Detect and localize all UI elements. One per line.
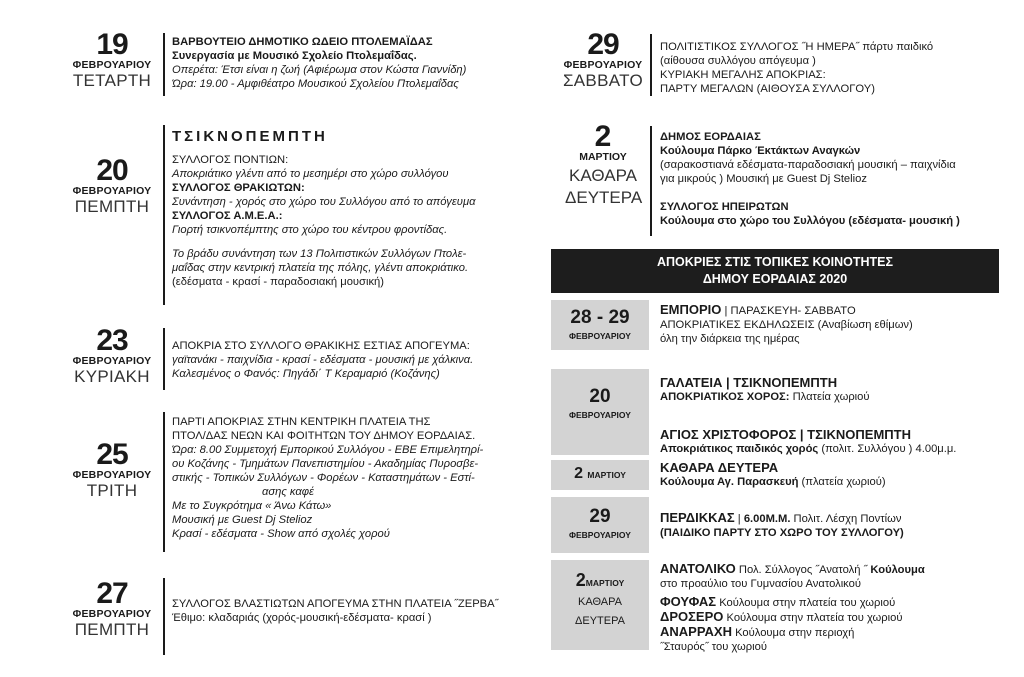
local-date-box-2 (551, 369, 649, 455)
event-text: (πλατεία χωριού) (798, 476, 886, 488)
date-month: ΦΕΒΡΟΥΑΡΙΟΥ (563, 59, 643, 71)
event-line-part: Κούλουμα στο χώρο του Συλλόγου (εδέσματα- μουσική ) (660, 215, 960, 227)
divider-line (163, 328, 165, 390)
date-weekday: ΣΑΒΒΑΤΟ (562, 71, 643, 90)
event-line: μαΐδας στην κεντρική πλατεία της πόλης, γλέντι αποκριάτικο. (172, 262, 469, 274)
local-date-box-3 (551, 460, 649, 490)
village-name: ΓΑΛΑΤΕΙΑ | ΤΣΙΚΝΟΠΕΜΠΤΗ (660, 375, 838, 390)
event-spacer (172, 237, 475, 247)
local-event-agios-christoforos (660, 428, 956, 456)
date-month: ΦΕΒΡΟΥΑΡΙΟΥ (72, 59, 152, 71)
village-name: ΑΓΙΟΣ ΧΡΙΣΤΟΦΟΡΟΣ | ΤΣΙΚΝΟΠΕΜΠΤΗ (660, 427, 911, 442)
event-line: ΠΑΡΤΥ ΜΕΓΑΛΩΝ (ΑΙΘΟΥΣΑ ΣΥΛΛΟΓΟΥ) (660, 83, 875, 95)
date-month: ΦΕΒΡΟΥΑΡΙΟΥ (72, 355, 152, 367)
local-event-agia-paraskevi (660, 461, 886, 489)
section-title: ΤΣΙΚΝΟΠΕΜΠΤΗ (172, 128, 328, 145)
divider-line (163, 412, 165, 552)
event-block-23 (172, 339, 473, 381)
local-event-galateia (660, 376, 870, 404)
box-day: 29 (589, 506, 611, 527)
event-line: Έθιμο: κλαδαριάς (χορός-μουσική-εδέσματα- κρασί ) (172, 612, 432, 624)
event-text: (Αναβίωση εθίμων) (814, 319, 913, 331)
date-weekday: ΠΕΜΠΤΗ (74, 197, 150, 216)
event-line: ΠΑΡΤΙ ΑΠΟΚΡΙΑΣ ΣΤΗΝ ΚΕΝΤΡΙΚΗ ΠΛΑΤΕΙΑ ΤΗΣ (172, 416, 431, 428)
divider-line (163, 125, 165, 305)
event-block-25 (172, 415, 483, 541)
local-event-anatoliko (660, 562, 925, 654)
event-line: γαϊτανάκι - παιχνίδια - κρασί - εδέσματα - μουσική με χάλκινα. (172, 354, 474, 366)
local-event-perdikkas (660, 511, 904, 540)
event-line: στικής - Τοπικών Συλλόγων - Φορέων - Καταστημάτων - Εστί- (172, 472, 475, 484)
date-block-19 (57, 28, 167, 90)
event-text: Πλατεία χωριού (789, 391, 870, 403)
local-event-emporio (660, 303, 913, 346)
banner-line: ΑΠΟΚΡΙΕΣ ΣΤΙΣ ΤΟΠΙΚΕΣ ΚΟΙΝΟΤΗΤΕΣ (656, 255, 894, 269)
event-line: ΠΤΟΛ/ΔΑΣ ΝΕΩΝ ΚΑΙ ΦΟΙΤΗΤΩΝ ΤΟΥ ΔΗΜΟΥ ΕΟΡΔΑΙΑΣ. (172, 430, 476, 442)
event-text: Κούλουμα στην περιοχή (732, 627, 855, 639)
date-day: 20 (96, 154, 128, 187)
box-weekday: ΔΕΥΤΕΡΑ (575, 615, 625, 627)
event-line: Συνεργασία με Μουσικό Σχολείο Πτολεμαΐδας. (172, 50, 417, 62)
event-text: ΑΠΟΚΡΙΑΤΙΚΟΣ ΧΟΡΟΣ: (660, 391, 790, 403)
local-communities-banner (551, 249, 999, 293)
village-name: ΑΝΑΡΡΑΧΗ (660, 624, 732, 639)
date-block-2-march (548, 120, 658, 209)
event-text: Πολ. Σύλλογος ˝Ανατολή ˝ (735, 564, 871, 576)
date-day: 29 (587, 28, 619, 61)
event-text: (ΠΑΙΔΙΚΟ ΠΑΡΤΥ ΣΤΟ ΧΩΡΟ ΤΟΥ ΣΥΛΛΟΓΟΥ) (660, 527, 904, 539)
date-block-23 (57, 324, 167, 386)
date-block-27 (57, 577, 167, 639)
event-block-29 (660, 40, 933, 96)
box-month: ΜΑΡΤΙΟΥ (587, 470, 626, 480)
divider-line (650, 34, 652, 96)
divider-line (163, 33, 165, 96)
event-block-27 (172, 597, 498, 625)
date-weekday: ΤΡΙΤΗ (86, 481, 138, 500)
event-line: Συνάντηση - χορός στο χώρο του Συλλόγου από το απόγευμα (172, 196, 476, 208)
event-line: ΠΟΛΙΤΙΣΤΙΚΟΣ ΣΥΛΛΟΓΟΣ ˝Η ΗΜΕΡΑ˝ πάρτυ παιδικό (660, 41, 934, 53)
village-name: ΠΕΡΔΙΚΚΑΣ (660, 510, 735, 525)
village-name: ΑΝΑΤΟΛΙΚΟ (660, 561, 736, 576)
event-text: 6.00Μ.Μ. (743, 513, 791, 525)
event-text: ΑΠΟΚΡΙΑΤΙΚΕΣ ΕΚΔΗΛΩΣΕΙΣ (660, 319, 815, 331)
local-date-box-1 (551, 300, 649, 350)
event-line: (σαρακοστιανά εδέσματα-παραδοσιακή μουσική – παιχνίδια (660, 159, 956, 171)
event-text: Κούλουμα στην πλατεία του χωριού (723, 612, 903, 624)
date-day: 25 (96, 438, 128, 471)
box-month: ΜΑΡΤΙΟΥ (585, 578, 625, 588)
event-line: Οπερέτα: Έτσι είναι η ζωή (Αφιέρωμα στον Κώστα Γιαννίδη) (172, 64, 467, 76)
date-weekday: ΚΑΘΑΡΑ ΔΕΥΤΕΡΑ (565, 166, 643, 207)
event-line: Γιορτή τσικνοπέμπτης στο χώρο του κέντρου φροντίδας. (172, 224, 448, 236)
date-block-20 (57, 154, 167, 216)
event-text: | (734, 513, 744, 525)
event-line: Καλεσμένος ο Φανός: Πηγάδι΄ Τ Κεραμαριό (Κοζάνης) (172, 368, 440, 380)
event-text: Κούλουμα στην πλατεία του χωριού (716, 597, 896, 609)
event-line: Κρασί - εδέσματα - Show από σχολές χορού (172, 528, 390, 540)
event-line: Το βράδυ συνάντηση των 13 Πολιτιστικών Συλλόγων Πτολε- (172, 248, 467, 260)
village-name: ΕΜΠΟΡΙΟ (660, 302, 722, 317)
event-text: Κούλουμα Αγ. Παρασκευή (660, 476, 799, 488)
event-line: για μικρούς ) Μουσική με Guest Dj Stelioz (660, 173, 867, 185)
box-month: ΦΕΒΡΟΥΑΡΙΟΥ (569, 530, 631, 540)
event-line: ΣΥΛΛΟΓΟΣ Α.Μ.Ε.Α.: (172, 210, 283, 222)
date-weekday: ΤΕΤΑΡΤΗ (72, 71, 152, 90)
divider-line (163, 578, 165, 655)
box-month: ΦΕΒΡΟΥΑΡΙΟΥ (569, 331, 631, 341)
event-line: ΔΗΜΟΣ ΕΟΡΔΑΙΑΣ (660, 131, 761, 143)
event-line: ΒΑΡΒΟΥΤΕΙΟ ΔΗΜΟΤΙΚΟ ΩΔΕΙΟ ΠΤΟΛΕΜΑΪΔΑΣ (172, 36, 433, 48)
date-weekday: ΠΕΜΠΤΗ (74, 620, 150, 639)
box-month: ΦΕΒΡΟΥΑΡΙΟΥ (569, 410, 631, 420)
event-line: (αίθουσα συλλόγου απόγευμα ) (660, 55, 816, 67)
date-day: 23 (96, 324, 128, 357)
event-line: ΣΥΛΛΟΓΟΣ ΒΛΑΣΤΙΩΤΩΝ ΑΠΟΓΕΥΜΑ ΣΤΗΝ ΠΛΑΤΕΙΑ ˝ΖΕΡΒΑ˝ (172, 598, 499, 610)
date-day: 2 (594, 120, 612, 153)
local-date-box-4 (551, 497, 649, 553)
box-day: 2 (574, 465, 583, 482)
event-line: Ώρα: 8.00 Συμμετοχή Εμπορικού Συλλόγου - ΕΒΕ Επιμελητηρί- (172, 444, 484, 456)
date-month: ΦΕΒΡΟΥΑΡΙΟΥ (72, 469, 152, 481)
event-text: | ΠΑΡΑΣΚΕΥΗ- ΣΑΒΒΑΤΟ (721, 305, 856, 317)
event-line: (εδέσματα - κρασί - παραδοσιακή μουσική) (172, 276, 384, 288)
date-day: 27 (96, 577, 128, 610)
date-day: 19 (96, 28, 128, 61)
event-text: στο προαύλιο του Γυμνασίου Ανατολικού (660, 578, 861, 590)
event-text: Αποκριάτικος παιδικός χορός (660, 443, 819, 455)
date-weekday: ΚΥΡΙΑΚΗ (74, 367, 150, 386)
event-line (660, 214, 960, 228)
event-line: Με το Συγκρότημα « Άνω Κάτω» (172, 500, 332, 512)
event-line: ασης καφέ (262, 486, 314, 498)
event-spacer (660, 186, 960, 200)
box-day: 28 - 29 (570, 307, 630, 328)
event-text: Πολιτ. Λέσχη Ποντίων (790, 513, 902, 525)
event-text: ˝Σταυρός˝ του χωριού (660, 641, 767, 653)
box-day: 2 (575, 570, 586, 590)
event-block-20 (172, 128, 475, 289)
event-line: Αποκριάτικο γλέντι από το μεσημέρι στο χώρο συλλόγου (172, 168, 449, 180)
event-line: ΑΠΟΚΡΙΑ ΣΤΟ ΣΥΛΛΟΓΟ ΘΡΑΚΙΚΗΣ ΕΣΤΙΑΣ ΑΠΟΓΕΥΜΑ: (172, 340, 470, 352)
event-line: ΚΥΡΙΑΚΗ ΜΕΓΑΛΗΣ ΑΠΟΚΡΙΑΣ: (660, 69, 826, 81)
date-block-29 (548, 28, 658, 90)
event-line: Μουσική με Guest Dj Stelioz (172, 514, 313, 526)
date-month: ΦΕΒΡΟΥΑΡΙΟΥ (72, 185, 152, 197)
event-line: ΣΥΛΛΟΓΟΣ ΠΟΝΤΙΩΝ: (172, 154, 289, 166)
date-month: ΜΑΡΤΙΟΥ (579, 151, 627, 163)
village-name: ΔΡΟΣΕΡΟ (660, 609, 724, 624)
event-block-2-march (660, 130, 960, 228)
event-text: Κούλουμα (870, 564, 925, 576)
village-name: ΦΟΥΦΑΣ (660, 594, 717, 609)
event-text: (πολιτ. Συλλόγου ) 4.00μ.μ. (818, 443, 957, 455)
event-line: ΣΥΛΛΟΓΟΣ ΗΠΕΙΡΩΤΩΝ (660, 201, 789, 213)
event-text: όλη την διάρκεια της ημέρας (660, 333, 800, 345)
event-line: ου Κοζάνης - Τμημάτων Πανεπιστημίου - Ακαδημίας Πυροσβε- (172, 458, 479, 470)
event-block-19 (172, 35, 466, 91)
event-line: Ώρα: 19.00 - Αμφιθέατρο Μουσικού Σχολείου Πτολεμαΐδας (172, 78, 459, 90)
banner-line: ΔΗΜΟΥ ΕΟΡΔΑΙΑΣ 2020 (702, 272, 848, 286)
event-line: Κούλουμα Πάρκο Έκτάκτων Αναγκών (660, 145, 861, 157)
date-block-25 (57, 438, 167, 500)
divider-line (650, 126, 652, 236)
event-line: ΣΥΛΛΟΓΟΣ ΘΡΑΚΙΩΤΩΝ: (172, 182, 305, 194)
local-date-box-5 (551, 560, 649, 650)
box-weekday: ΚΑΘΑΡΑ (578, 596, 622, 608)
event-title: ΚΑΘΑΡΑ ΔΕΥΤΕΡΑ (660, 460, 779, 475)
date-month: ΦΕΒΡΟΥΑΡΙΟΥ (72, 608, 152, 620)
box-day: 20 (589, 386, 611, 407)
